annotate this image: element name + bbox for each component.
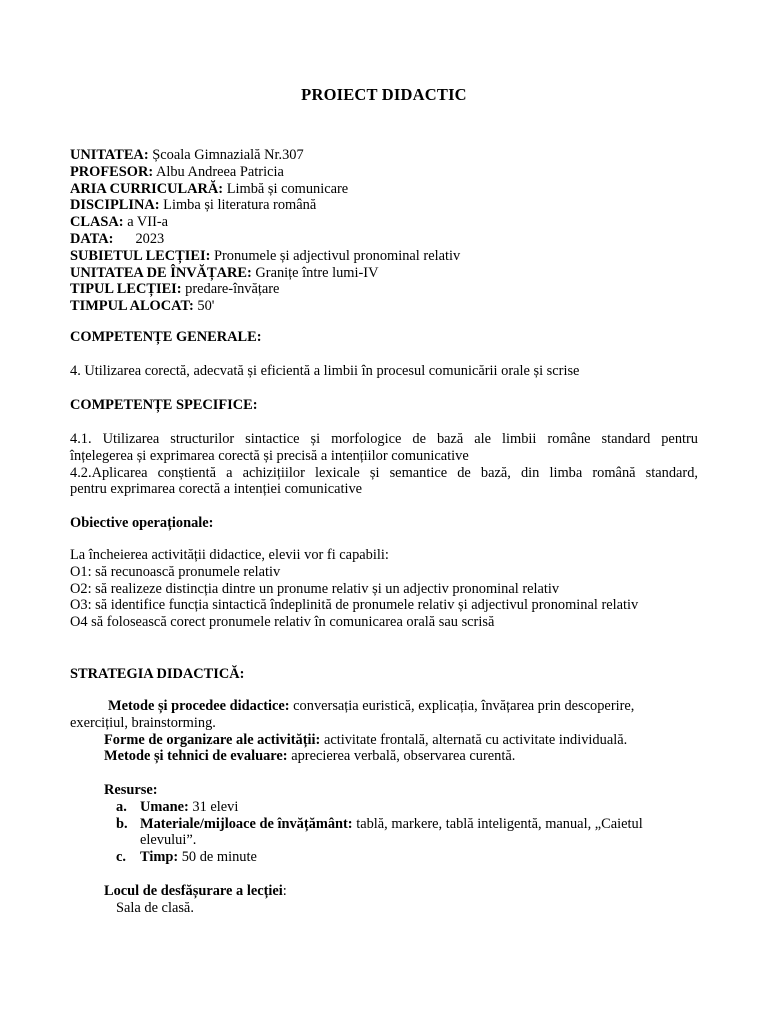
header-label: UNITATEA: bbox=[70, 147, 149, 163]
competenta-4-1-line: înțelegerea și exprimarea corectă și precisă a intențiilor comunicative bbox=[70, 447, 469, 464]
header-row bbox=[70, 281, 698, 298]
locul-value: Sala de clasă. bbox=[116, 899, 194, 916]
header-row bbox=[70, 164, 698, 181]
metode-cont: exercițiul, brainstorming. bbox=[70, 714, 216, 731]
header-label: CLASA: bbox=[70, 214, 124, 231]
forme-value: activitate frontală, alternată cu activitate individuală. bbox=[323, 731, 628, 748]
header-label: DISCIPLINA: bbox=[70, 197, 160, 214]
header-value: Albu Andreea Patricia bbox=[155, 163, 284, 180]
competente-specifice-heading: COMPETENȚE SPECIFICE: bbox=[70, 397, 258, 413]
competenta-4-2-line: pentru exprimarea corectă a intenției comunicative bbox=[70, 481, 363, 498]
resurse-label: Materiale/mijloace de învățământ: bbox=[140, 815, 353, 832]
metode-line bbox=[70, 698, 698, 715]
competenta-4-1-line: 4.1. Utilizarea structurilor sintactice și morfologice de bază ale limbii române standard pentru bbox=[70, 431, 698, 447]
header-value: Școala Gimnazială Nr.307 bbox=[152, 147, 304, 163]
header-info bbox=[70, 147, 698, 315]
obiective-list bbox=[70, 547, 698, 631]
resurse-item bbox=[104, 799, 704, 816]
metode-label: Metode și procedee didactice: bbox=[108, 698, 290, 714]
competenta-4-2-line: 4.2.Aplicarea conștientă a achizițiilor lexicale și semantice de bază, din limba română standard, bbox=[70, 464, 698, 481]
resurse-value: tablă, markere, tablă inteligentă, manual, „Caietul bbox=[356, 815, 643, 832]
header-label: SUBIETUL LECȚIEI: bbox=[70, 247, 211, 264]
resurse-value: 31 elevi bbox=[192, 798, 239, 815]
locul-section bbox=[104, 883, 704, 917]
header-value: Limba și literatura română bbox=[163, 197, 317, 214]
header-label: PROFESOR: bbox=[70, 163, 154, 180]
header-row bbox=[70, 265, 698, 282]
forme-label: Forme de organizare ale activității: bbox=[104, 731, 321, 748]
evaluare-value: aprecierea verbală, observarea curentă. bbox=[291, 748, 516, 765]
resurse-marker: b. bbox=[116, 815, 128, 832]
header-value: Granițe între lumi-IV bbox=[255, 264, 379, 281]
header-label: UNITATEA DE ÎNVĂȚARE: bbox=[70, 264, 252, 281]
locul-label: Locul de desfășurare a lecției bbox=[104, 883, 283, 899]
header-label: TIMPUL ALOCAT: bbox=[70, 298, 194, 315]
evaluare-line bbox=[70, 748, 698, 765]
header-row bbox=[70, 248, 698, 265]
header-value: a VII-a bbox=[127, 214, 169, 231]
obiectiv-item: O4 să folosească corect pronumele relativ în comunicarea orală sau scrisă bbox=[70, 614, 495, 631]
obiectiv-item: O1: să recunoască pronumele relativ bbox=[70, 563, 281, 580]
header-value: predare-învățare bbox=[185, 281, 280, 298]
competente-generale-text: 4. Utilizarea corectă, adecvată și eficientă a limbii în procesul comunicării orale și scrise bbox=[70, 363, 580, 379]
header-label: ARIA CURRICULARĂ: bbox=[70, 180, 224, 197]
resurse-item bbox=[104, 816, 704, 850]
strategia-body bbox=[70, 698, 698, 765]
resurse-marker: a. bbox=[116, 798, 127, 815]
forme-line bbox=[70, 732, 698, 749]
resurse-item bbox=[104, 849, 704, 866]
resurse-heading: Resurse: bbox=[104, 782, 158, 798]
header-value: 50' bbox=[197, 298, 215, 315]
obiectiv-item: O3: să identifice funcția sintactică îndeplinită de pronumele relativ și adjectivul pronominal relativ bbox=[70, 597, 639, 614]
header-row bbox=[70, 197, 698, 214]
resurse-value: 50 de minute bbox=[181, 849, 257, 866]
obiectiv-item: O2: să realizeze distincția dintre un pronume relativ și un adjectiv pronominal relativ bbox=[70, 580, 560, 597]
header-value: Limbă și comunicare bbox=[226, 180, 349, 197]
metode-value: conversația euristică, explicația, învățarea prin descoperire, bbox=[293, 698, 635, 714]
header-label: DATA: bbox=[70, 230, 114, 247]
header-row bbox=[70, 231, 698, 248]
resurse-label: Timp: bbox=[140, 849, 179, 866]
header-row bbox=[70, 214, 698, 231]
header-value: Pronumele și adjectivul pronominal relativ bbox=[213, 247, 461, 264]
obiective-intro: La încheierea activității didactice, elevii vor fi capabili: bbox=[70, 547, 389, 563]
header-row bbox=[70, 298, 698, 315]
header-value: 2023 bbox=[135, 230, 165, 247]
locul-heading-line bbox=[104, 883, 704, 900]
obiective-heading: Obiective operaționale: bbox=[70, 515, 214, 531]
resurse-value-cont: elevului”. bbox=[140, 832, 197, 849]
competente-generale-heading: COMPETENȚE GENERALE: bbox=[70, 329, 262, 345]
resurse-label: Umane: bbox=[140, 798, 189, 815]
document-title: PROIECT DIDACTIC bbox=[301, 85, 467, 104]
locul-colon: : bbox=[282, 883, 287, 899]
header-row bbox=[70, 147, 698, 164]
evaluare-label: Metode și tehnici de evaluare: bbox=[104, 748, 288, 765]
header-label: TIPUL LECȚIEI: bbox=[70, 281, 182, 298]
strategia-heading: STRATEGIA DIDACTICĂ: bbox=[70, 666, 245, 682]
resurse-marker: c. bbox=[116, 849, 126, 866]
header-row bbox=[70, 181, 698, 198]
resurse-section bbox=[104, 782, 704, 866]
competente-specifice-list bbox=[70, 431, 698, 498]
